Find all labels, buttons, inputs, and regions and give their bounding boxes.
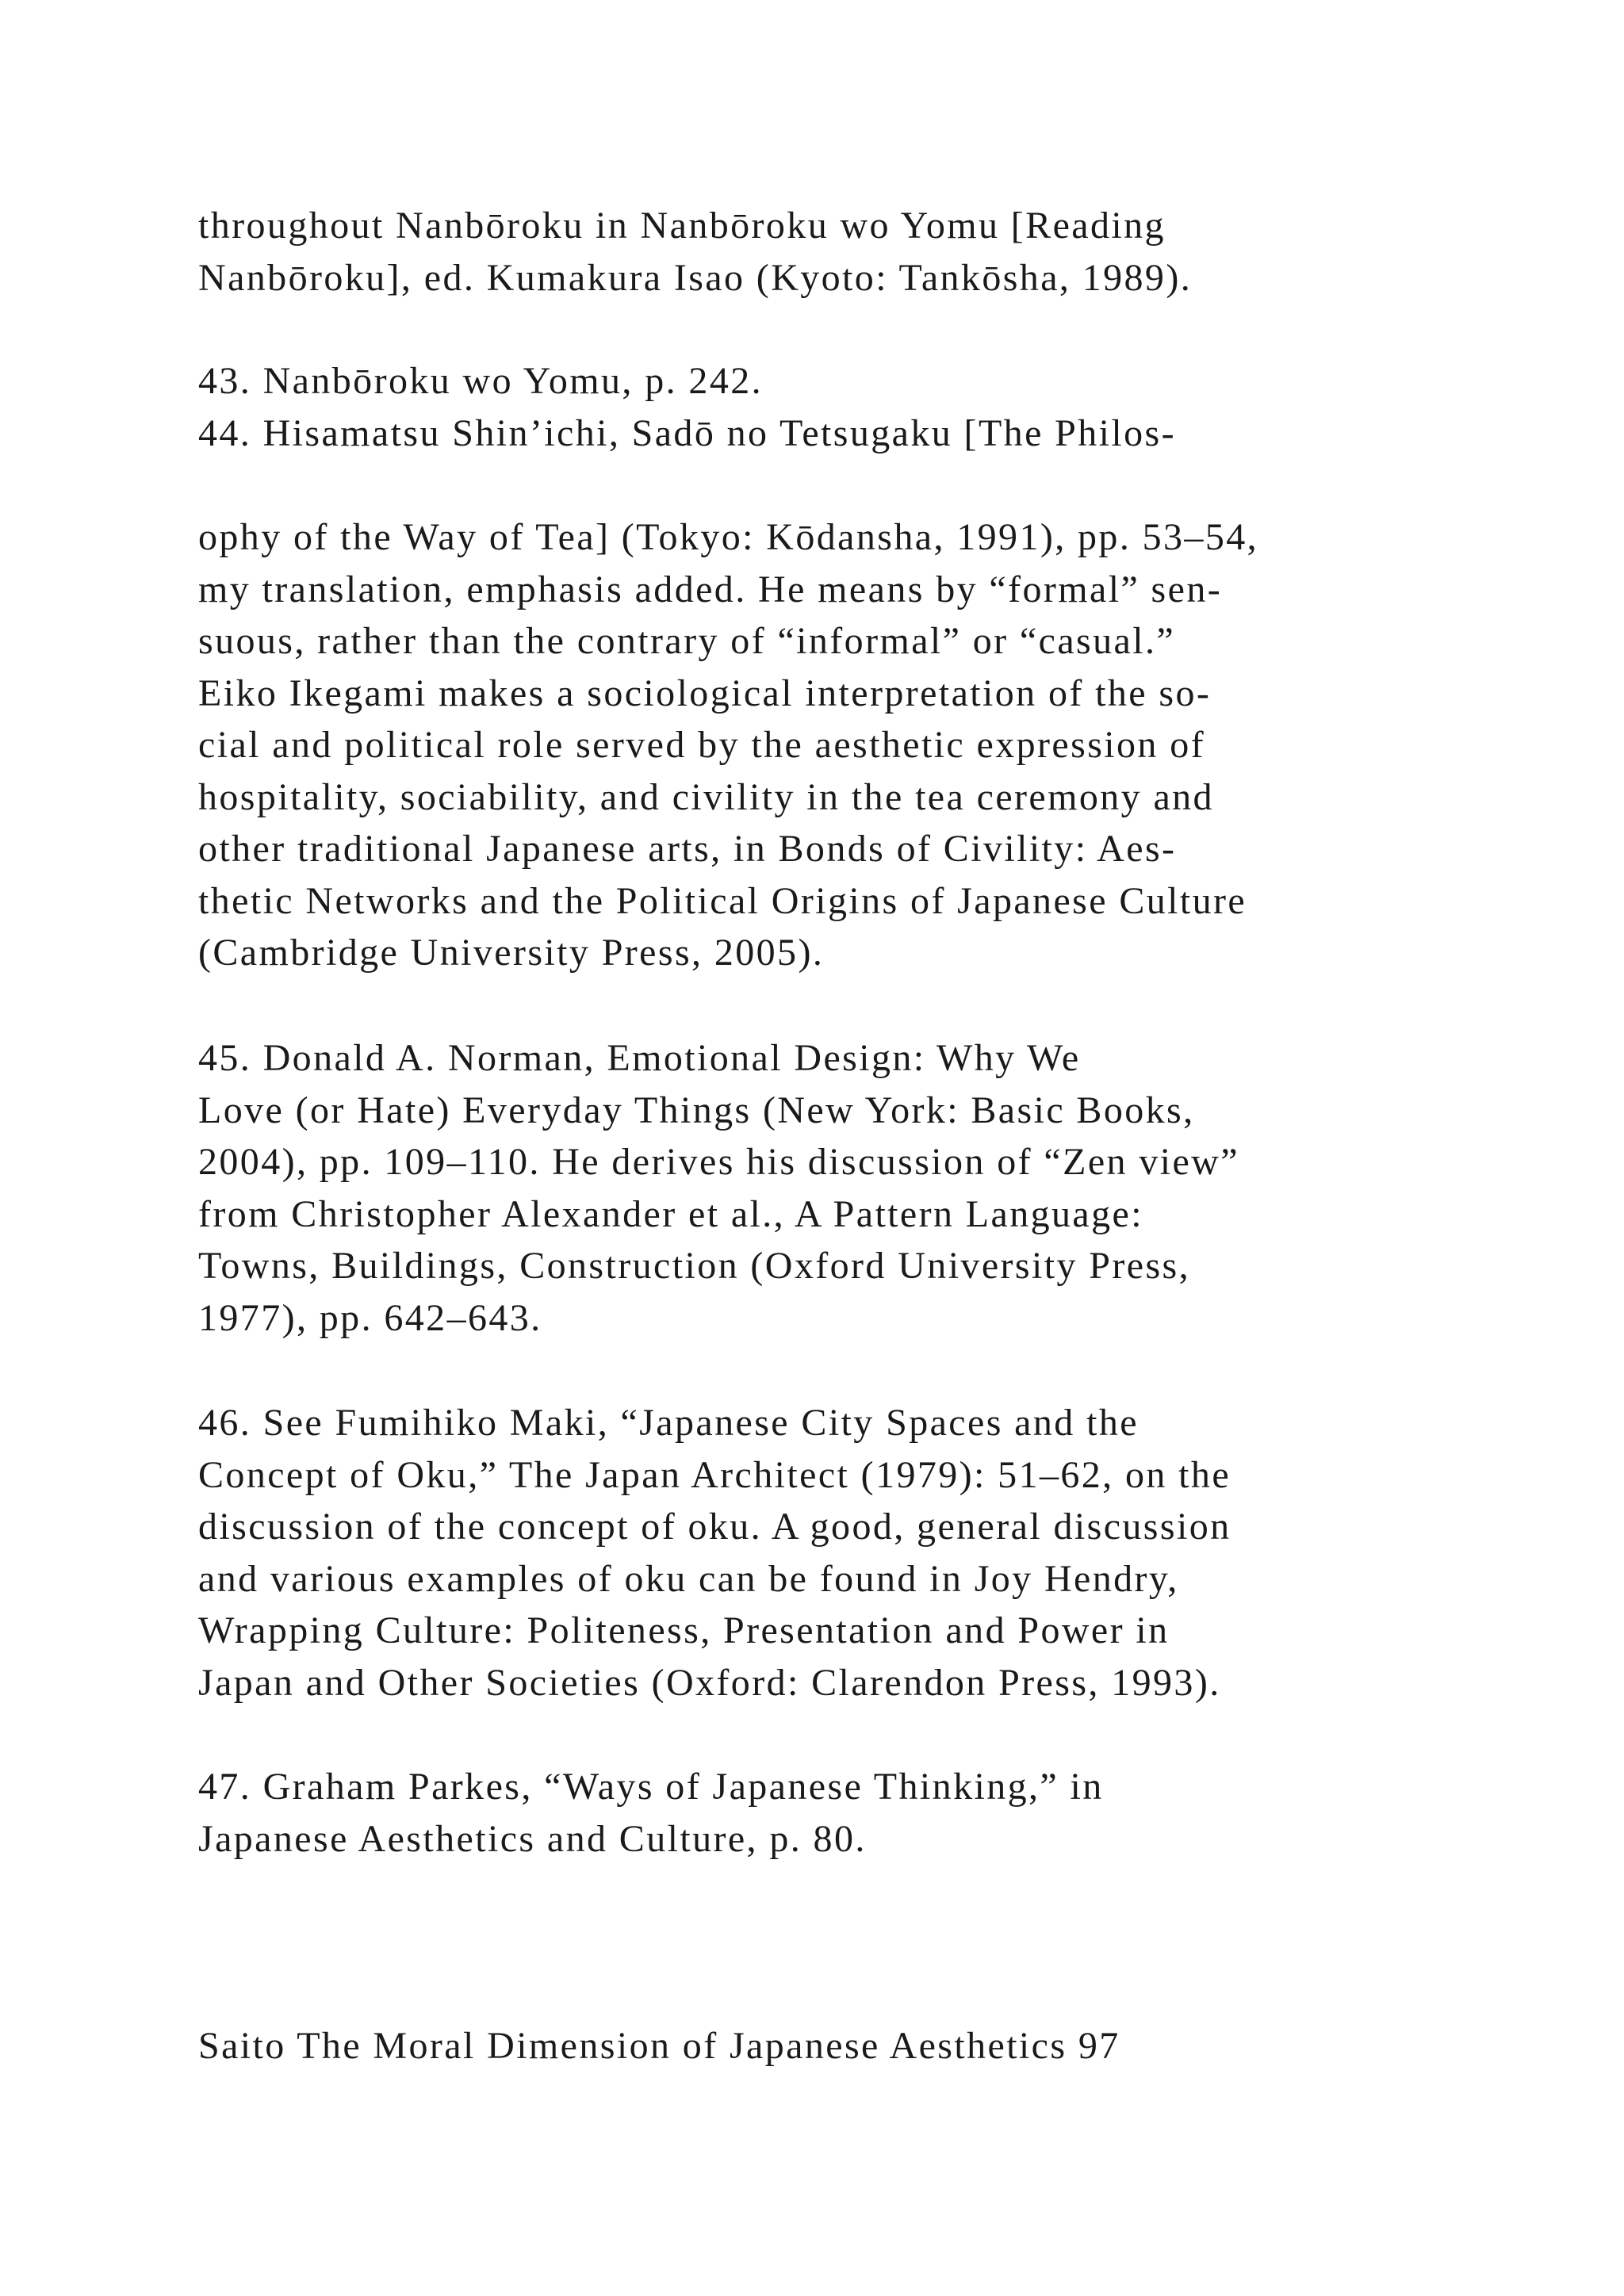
footnote-42-continuation: [198, 200, 1499, 304]
text-line: 45. Donald A. Norman, Emotional Design: Why We: [198, 1037, 1081, 1079]
text-line: suous, rather than the contrary of “informal” or “casual.”: [198, 620, 1176, 662]
text-line: Love (or Hate) Everyday Things (New York: Basic Books,: [198, 1089, 1195, 1131]
footnote-43: 43. Nanbōroku wo Yomu, p. 242.: [198, 360, 764, 402]
text-line: 2004), pp. 109–110. He derives his discussion of “Zen view”: [198, 1141, 1239, 1183]
footnote-46: [198, 1397, 1499, 1709]
text-line: from Christopher Alexander et al., A Pattern Language:: [198, 1192, 1143, 1235]
text-line: discussion of the concept of oku. A good, general discussion: [198, 1506, 1231, 1548]
footnote-44-continuation: [198, 511, 1499, 979]
text-line: Eiko Ikegami makes a sociological interpretation of the so-: [198, 672, 1212, 714]
text-line: cial and political role served by the aesthetic expression of: [198, 724, 1205, 766]
text-line: (Cambridge University Press, 2005).: [198, 932, 825, 974]
page-footer: Saito The Moral Dimension of Japanese Aesthetics 97: [198, 2025, 1120, 2067]
text-line: Wrapping Culture: Politeness, Presentation and Power in: [198, 1609, 1170, 1651]
text-line: ophy of the Way of Tea] (Tokyo: Kōdansha, 1991), pp. 53–54,: [198, 516, 1259, 558]
footnotes-43-44: [198, 355, 1499, 459]
text-line: thetic Networks and the Political Origins of Japanese Culture: [198, 879, 1247, 922]
footnote-47: [198, 1761, 1499, 1865]
text-line: hospitality, sociability, and civility in the tea ceremony and: [198, 775, 1214, 818]
text-line: 46. See Fumihiko Maki, “Japanese City Spaces and the: [198, 1402, 1139, 1444]
footnote-44-start: 44. Hisamatsu Shin’ichi, Sadō no Tetsugaku [The Philos-: [198, 411, 1176, 454]
text-line: Japan and Other Societies (Oxford: Clarendon Press, 1993).: [198, 1661, 1221, 1704]
text-line: Nanbōroku], ed. Kumakura Isao (Kyoto: Tankōsha, 1989).: [198, 256, 1193, 299]
text-line: my translation, emphasis added. He means by “formal” sen-: [198, 568, 1223, 610]
footnote-45: [198, 1032, 1499, 1344]
text-line: throughout Nanbōroku in Nanbōroku wo Yomu [Reading: [198, 205, 1166, 247]
text-line: 47. Graham Parkes, “Ways of Japanese Thinking,” in: [198, 1766, 1104, 1808]
text-line: other traditional Japanese arts, in Bonds of Civility: Aes-: [198, 828, 1177, 870]
text-line: Concept of Oku,” The Japan Architect (1979): 51–62, on the: [198, 1453, 1231, 1496]
text-line: Towns, Buildings, Construction (Oxford University Press,: [198, 1245, 1191, 1287]
text-line: and various examples of oku can be found in Joy Hendry,: [198, 1557, 1179, 1600]
text-line: 1977), pp. 642–643.: [198, 1296, 542, 1339]
text-line: Japanese Aesthetics and Culture, p. 80.: [198, 1817, 867, 1860]
